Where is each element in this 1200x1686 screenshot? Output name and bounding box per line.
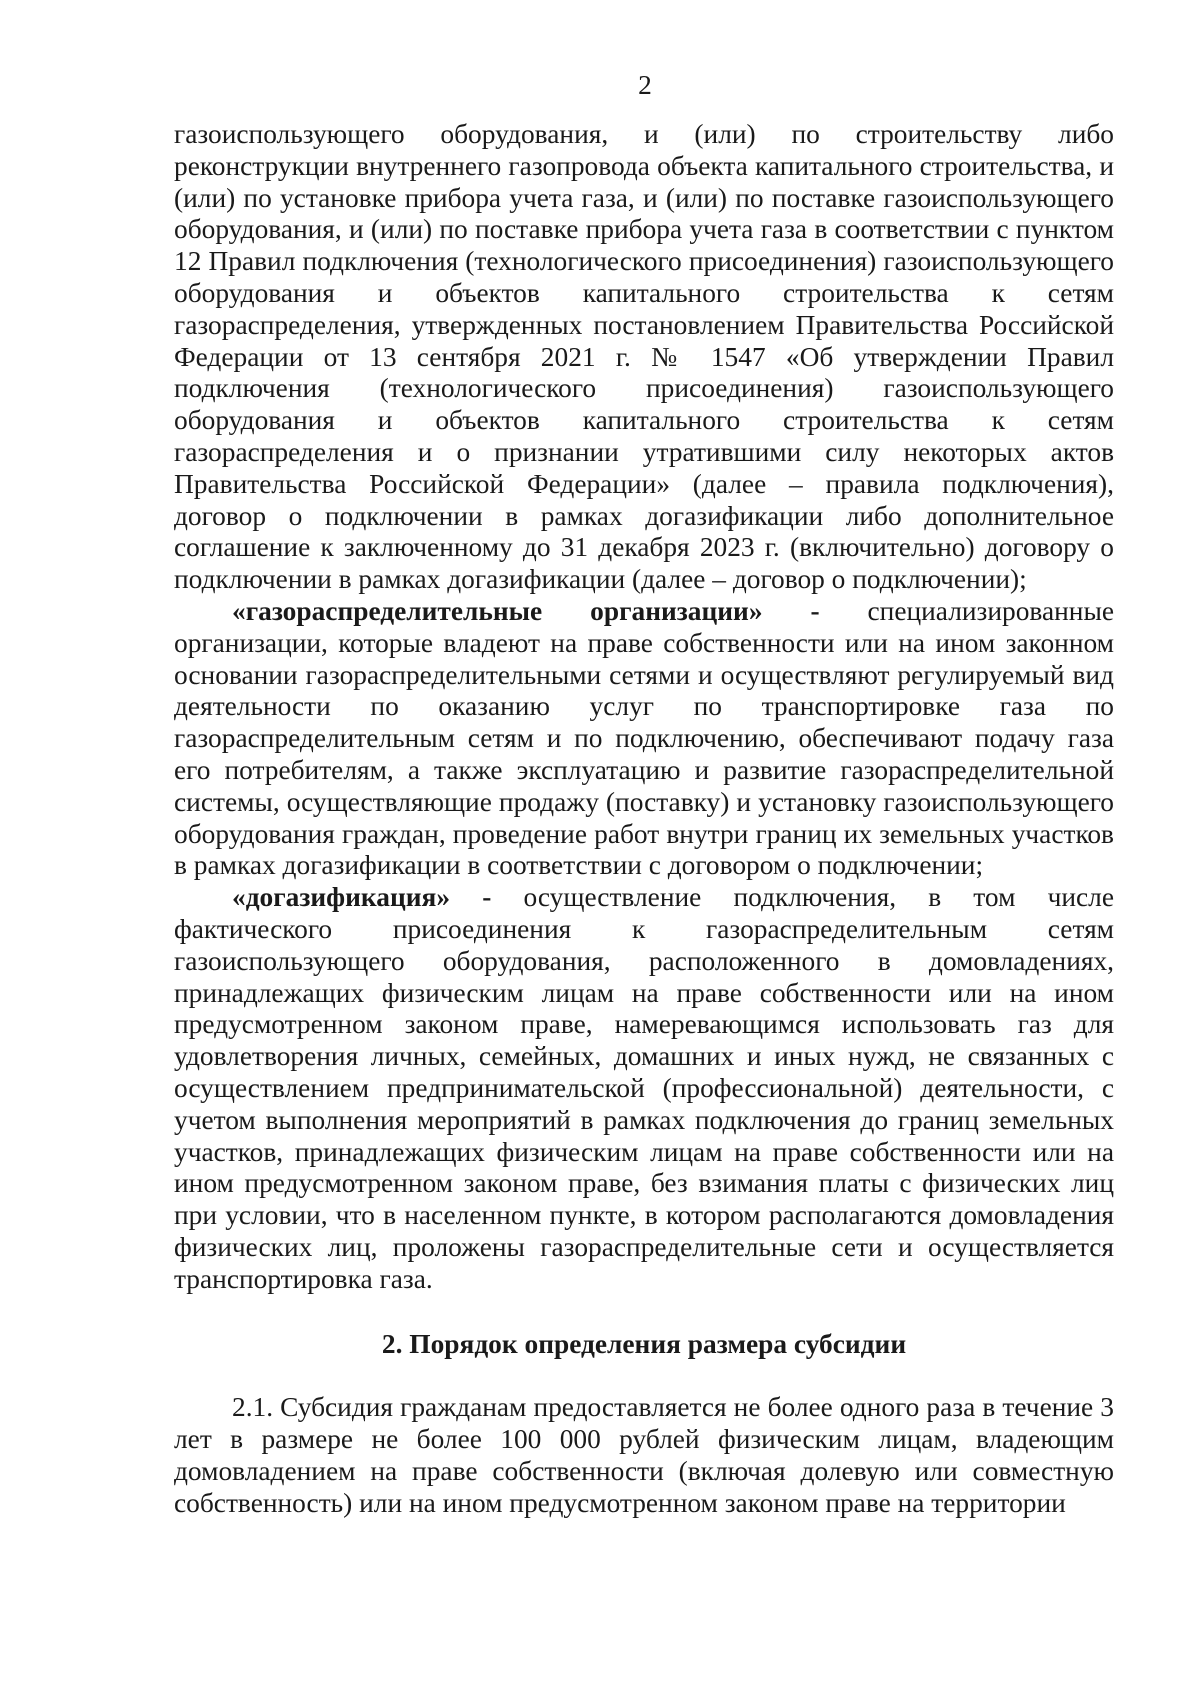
document-body <box>174 119 1114 1519</box>
paragraph-continuation: газоиспользующего оборудования, и (или) по строительству либо реконструкции внутреннего газопровода объекта капитального строительства, и (или) по установке прибора учета газа, и (или) по поставке газоиспользующего оборудования, и (или) по поставке прибора учета газа в соответствии с пунктом 12 Правил подключения (технологического присоединения) газоиспользующего оборудования и объектов капитального строительства к сетям газораспределения, утвержденных постановлением Правительства Российской Федерации от 13 сентября 2021 г. № 1547 «Об утверждении Правил подключения (технологического присоединения) газоиспользующего оборудования и объектов капитального строительства к сетям газораспределения и о признании утратившими силу некоторых актов Правительства Российской Федерации» (далее – правила подключения), договор о подключении в рамках догазификации либо дополнительное соглашение к заключенному до 31 декабря 2023 г. (включительно) договору о подключении в рамках догазификации (далее – договор о подключении); <box>174 119 1114 595</box>
definition-gas-distribution-organizations: специализированные организации, которые владеют на праве собственности или на ином законном основании газораспределительными сетями и осуществляют регулируемый вид деятельности по оказанию услуг по транспортировке газа по газораспределительным сетям и по подключению, обеспечивают подачу газа его потребителям, а также эксплуатацию и развитие газораспределительной системы, осуществляющие продажу (поставку) и установку газоиспользующего оборудования граждан, проведение работ внутри границ их земельных участков в рамках догазификации в соответствии с договором о подключении; <box>174 595 1114 881</box>
paragraph-clause-2-1: 2.1. Субсидия гражданам предоставляется не более одного раза в течение 3 лет в размере не более 100 000 рублей физическим лицам, владеющим домовладением на праве собственности (включая долевую или совместную собственность) или на ином предусмотренном законом праве на территории <box>174 1392 1114 1518</box>
term-additional-gasification: «догазификация» - <box>232 882 492 913</box>
section-heading: 2. Порядок определения размера субсидии <box>381 1329 907 1360</box>
page-number: 2 <box>638 70 652 100</box>
term-gas-distribution-organizations: «газораспределительные организации» - <box>232 595 820 626</box>
paragraph-gas-distribution-organizations <box>174 596 1114 882</box>
paragraph-additional-gasification <box>174 882 1114 1295</box>
definition-additional-gasification: осуществление подключения, в том числе фактического присоединения к газораспределительным сетям газоиспользующего оборудования, расположенного в домовладениях, принадлежащих физическим лицам на праве собственности или на ином предусмотренном законом праве, намеревающимся использовать газ для удовлетворения личных, семейных, домашних и иных нужд, не связанных с осуществлением предпринимательской (профессиональной) деятельности, с учетом выполнения мероприятий в рамках подключения до границ земельных участков, принадлежащих физическим лицам на праве собственности или на ином предусмотренном законом праве, без взимания платы с физических лиц при условии, что в населенном пункте, в котором располагаются домовладения физических лиц, проложены газораспределительные сети и осуществляется транспортировка газа. <box>174 882 1114 1294</box>
